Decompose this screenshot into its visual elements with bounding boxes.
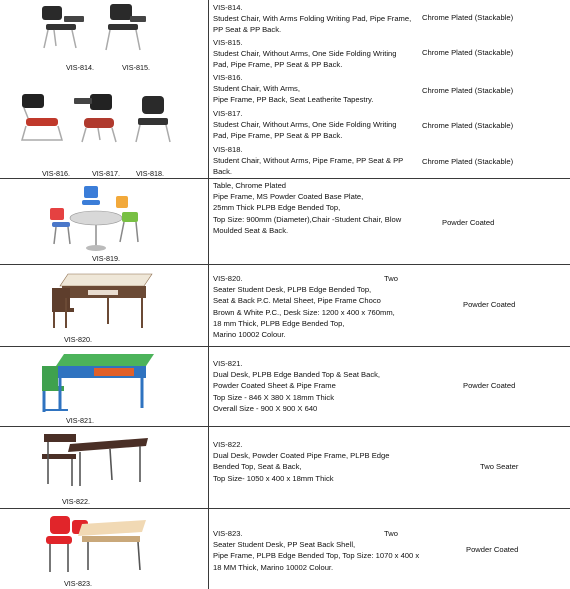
chair-816-image <box>18 92 70 144</box>
finish-label: Chrome Plated (Stackable) <box>422 121 514 130</box>
code-label: VIS-820. <box>64 335 92 344</box>
finish-label: Powder Coated <box>463 300 516 309</box>
chair-817-image <box>70 92 126 144</box>
code-label: VIS-822. <box>62 497 90 506</box>
desk-821-image <box>38 350 158 416</box>
product-row-822 <box>0 426 570 509</box>
desk-820-image <box>48 268 158 334</box>
code-label: VIS-823. <box>64 579 92 588</box>
finish-label: Chrome Plated (Stackable) <box>422 86 514 95</box>
desk-823-image <box>42 512 152 578</box>
finish-label: Chrome Plated (Stackable) <box>422 48 514 57</box>
finish-label: Chrome Plated (Stackable) <box>422 157 514 166</box>
product-description: VIS-822. Dual Desk, Powder Coated Pipe Frame, PLPB Edge Bended Top, Seat & Back, Top Size- 1050 x 400 x 18mm Thick <box>213 440 390 483</box>
product-row-823 <box>0 508 570 589</box>
image-cell <box>0 508 209 589</box>
code-label: VIS-818. <box>136 169 164 178</box>
product-description: VIS-821. Dual Desk, PLPB Edge Banded Top & Seat Back, Powder Coated Sheet & Pipe Frame Top Size - 846 X 380 X 18mm Thick Overall Size - 900 X 900 X 640 <box>213 359 381 413</box>
image-cell <box>0 264 209 346</box>
code-label: VIS-817. <box>92 169 120 178</box>
side-label: Two <box>384 529 398 538</box>
product-description: VIS-820. Seater Student Desk, PLPB Edge Bended Top, Seat & Back P.C. Metal Sheet, Pipe Frame Choco Brown & White P.C., Desk Size: 1200 x 400 x 760mm, 18 mm Thick, PLPB Edge Bended Top, Marino 10002 Colour. <box>213 274 395 340</box>
product-row-821 <box>0 346 570 427</box>
product-description: VIS-818. Student Chair, Without Arms, Pipe Frame, PP Seat & PP Back. <box>213 145 404 177</box>
finish-label: Powder Coated <box>442 218 495 227</box>
product-description: Table, Chrome Plated Pipe Frame, MS Powder Coated Base Plate, 25mm Thick PLPB Edge Bended Top, Top Size: 900mm (Diameter),Chair -Student Chair, Blow Moulded Seat & Back. <box>213 181 402 235</box>
side-label: Two <box>384 274 398 283</box>
desk-822-image <box>40 430 150 492</box>
code-label: VIS-821. <box>66 416 94 425</box>
finish-label: Chrome Plated (Stackable) <box>422 13 514 22</box>
product-row-820 <box>0 264 570 347</box>
finish-label: Powder Coated <box>466 545 519 554</box>
chair-814-image <box>38 2 88 50</box>
product-description: VIS-814. Studest Chair, With Arms Folding Writing Pad, Pipe Frame, PP Seat & PP Back. <box>213 3 412 35</box>
code-label: VIS-815. <box>122 63 150 72</box>
chair-818-image <box>130 94 174 144</box>
product-description: VIS-815. Studest Chair, Without Arms, One Side Folding Writing Pad, Pipe Frame, PP Seat & PP Back. <box>213 38 397 70</box>
image-cell <box>0 0 209 178</box>
code-label: VIS-814. <box>66 63 94 72</box>
product-row-819 <box>0 178 570 265</box>
product-description: VIS-823. Seater Student Desk, PP Seat Back Shell, Pipe Frame, PLPB Edge Bended Top, Top Size: 1070 x 400 x 18 MM Thick, Marino 10002 Colour. <box>213 529 420 572</box>
product-description: VIS-816. Student Chair, With Arms, Pipe Frame, PP Back, Seat Leatherite Tapestry. <box>213 73 374 105</box>
image-cell <box>0 346 209 426</box>
chair-815-image <box>100 2 150 52</box>
finish-label: Two Seater <box>480 462 519 471</box>
finish-label: Powder Coated <box>463 381 516 390</box>
table-819-image <box>42 182 148 256</box>
product-description: VIS-817. Studest Chair, Without Arms, One Side Folding Writing Pad, Pipe Frame, PP Seat & PP Back. <box>213 109 397 141</box>
image-cell <box>0 178 209 264</box>
code-label: VIS-816. <box>42 169 70 178</box>
image-cell <box>0 426 209 508</box>
code-label: VIS-819. <box>92 254 120 263</box>
product-row-814-818 <box>0 0 570 179</box>
